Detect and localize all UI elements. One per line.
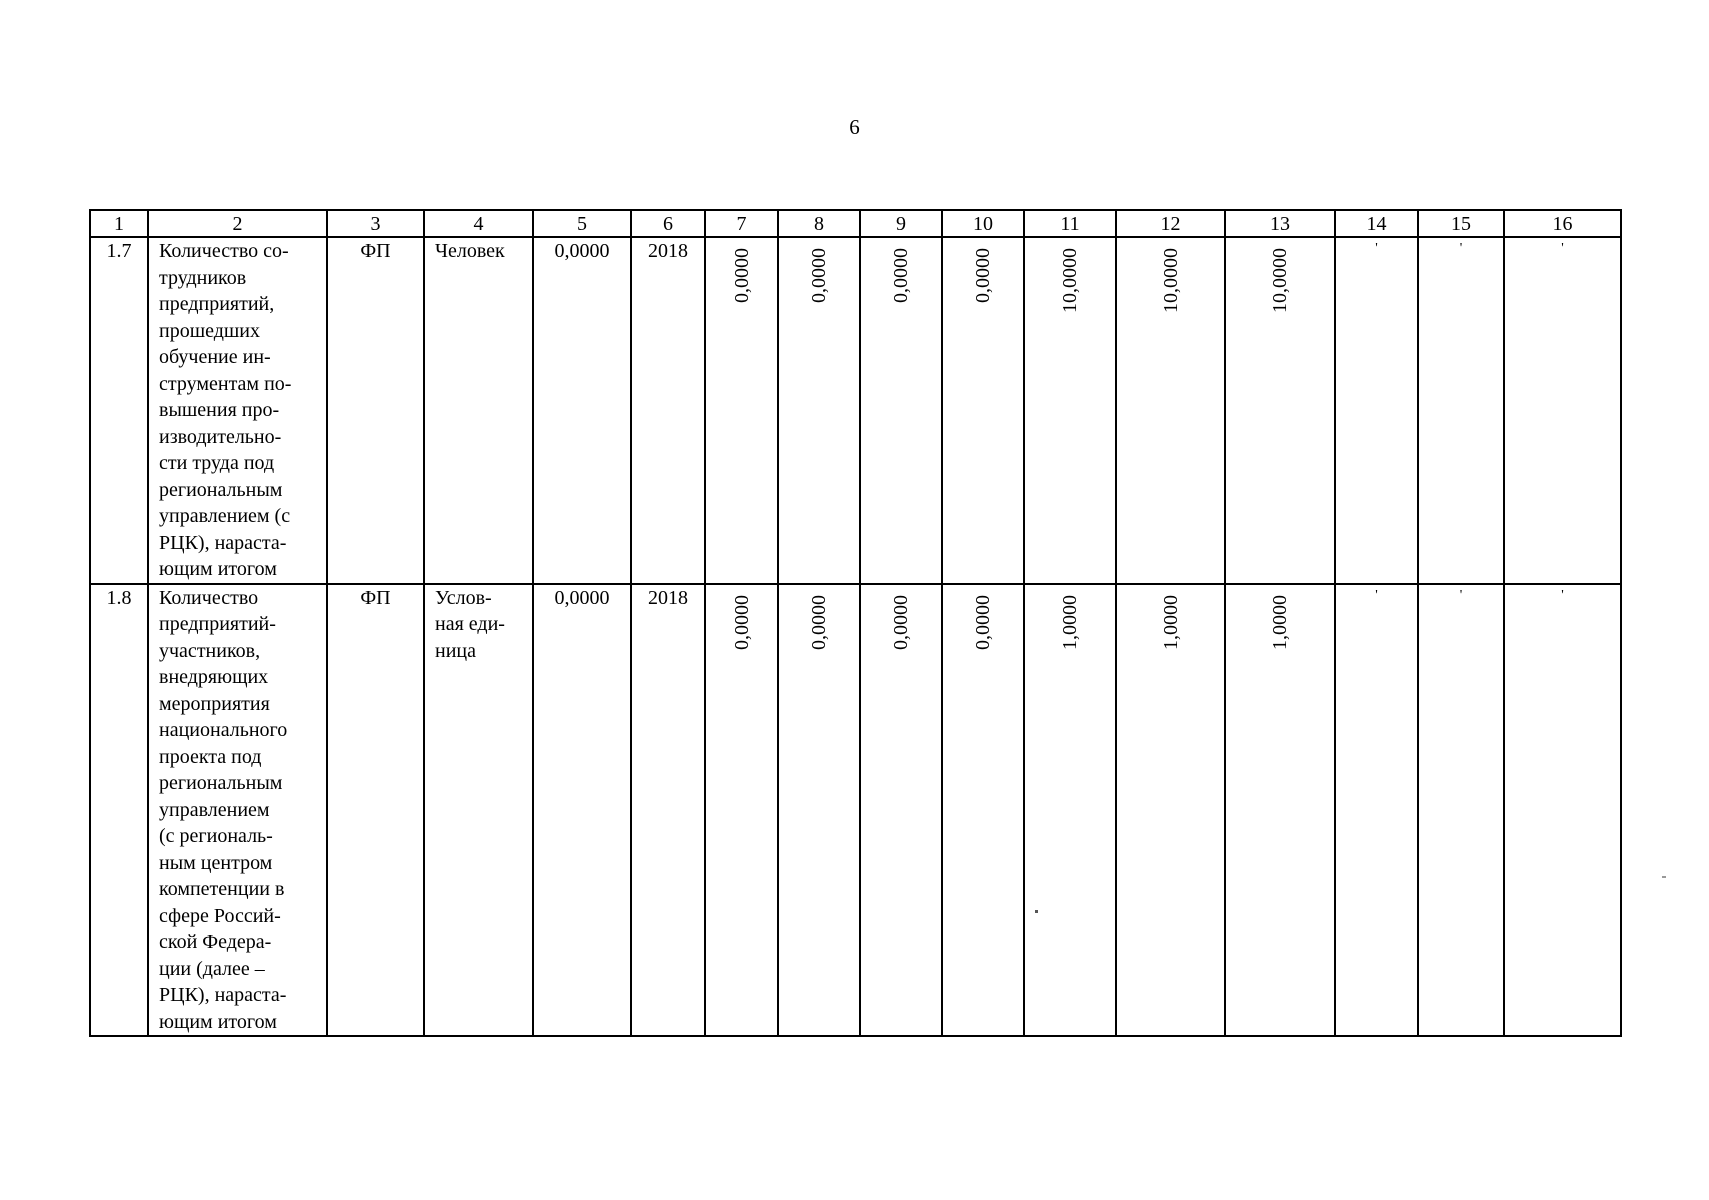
- header-cell: 16: [1504, 210, 1621, 237]
- table-header-row: [90, 210, 1621, 237]
- header-cell: 2: [148, 210, 327, 237]
- row-id: 1.7: [90, 237, 148, 584]
- value-text: 10,0000: [1059, 248, 1081, 313]
- header-cell: 14: [1335, 210, 1418, 237]
- header-cell: 10: [942, 210, 1024, 237]
- row-id: 1.8: [90, 584, 148, 1037]
- header-cell: 11: [1024, 210, 1116, 237]
- table-row: [90, 237, 1621, 584]
- value-cell: [705, 584, 778, 1037]
- indicator-table: [89, 209, 1622, 1037]
- value-text: 0,0000: [730, 594, 753, 650]
- value-text: 10,0000: [1269, 248, 1291, 313]
- source-cell: ФП: [327, 237, 424, 584]
- indicator-description: Количество со- трудников предприятий, прошедших обучение ин- струментам по- вышения про- изводительно- сти труда под региональным управлением (с РЦК), нараста- ющим итогом: [148, 237, 327, 584]
- value-cell: [1225, 237, 1335, 584]
- scan-speck: [1035, 910, 1038, 913]
- value-cell: [860, 237, 942, 584]
- table-row: [90, 584, 1621, 1037]
- value-cell: [1024, 237, 1116, 584]
- value-text: 0,0000: [808, 248, 830, 303]
- value-cell: [942, 584, 1024, 1037]
- value-text: 0,0000: [972, 594, 994, 650]
- value-cell: [778, 237, 860, 584]
- header-cell: 6: [631, 210, 705, 237]
- value-text: 0,0000: [972, 248, 994, 303]
- empty-mark-cell: ': [1418, 237, 1504, 584]
- empty-mark-cell: ': [1418, 584, 1504, 1037]
- value-cell: [778, 584, 860, 1037]
- value-cell: [1024, 584, 1116, 1037]
- scan-speck: [1662, 876, 1666, 878]
- value-cell: [942, 237, 1024, 584]
- value-text: 0,0000: [890, 248, 912, 303]
- header-cell: 8: [778, 210, 860, 237]
- unit-cell: Услов- ная еди- ница: [424, 584, 533, 1037]
- indicator-description: Количество предприятий- участников, внедряющих мероприятия национального проекта под региональным управлением (с региональ- ным центром компетенции в сфере Россий- ской Федера- ции (далее – РЦК), нараста- ющим итогом: [148, 584, 327, 1037]
- header-cell: 13: [1225, 210, 1335, 237]
- empty-mark-cell: ': [1504, 237, 1621, 584]
- value-cell: [1116, 237, 1225, 584]
- value-text: 10,0000: [1159, 248, 1182, 313]
- header-cell: 15: [1418, 210, 1504, 237]
- value-cell: [1225, 584, 1335, 1037]
- empty-mark-cell: ': [1335, 584, 1418, 1037]
- header-cell: 7: [705, 210, 778, 237]
- value-text: 1,0000: [1269, 594, 1291, 650]
- base-value-cell: 0,0000: [533, 237, 631, 584]
- value-text: 0,0000: [730, 248, 753, 303]
- empty-mark-cell: ': [1504, 584, 1621, 1037]
- header-cell: 4: [424, 210, 533, 237]
- value-text: 1,0000: [1159, 594, 1182, 650]
- page-number: 6: [849, 115, 860, 139]
- header-cell: 3: [327, 210, 424, 237]
- value-text: 1,0000: [1059, 594, 1081, 650]
- header-cell: 5: [533, 210, 631, 237]
- unit-cell: Человек: [424, 237, 533, 584]
- header-cell: 12: [1116, 210, 1225, 237]
- base-year-cell: 2018: [631, 584, 705, 1037]
- base-value-cell: 0,0000: [533, 584, 631, 1037]
- header-cell: 1: [90, 210, 148, 237]
- value-cell: [860, 584, 942, 1037]
- value-cell: [1116, 584, 1225, 1037]
- value-text: 0,0000: [890, 594, 912, 650]
- source-cell: ФП: [327, 584, 424, 1037]
- header-cell: 9: [860, 210, 942, 237]
- value-text: 0,0000: [808, 594, 830, 650]
- empty-mark-cell: ': [1335, 237, 1418, 584]
- value-cell: [705, 237, 778, 584]
- base-year-cell: 2018: [631, 237, 705, 584]
